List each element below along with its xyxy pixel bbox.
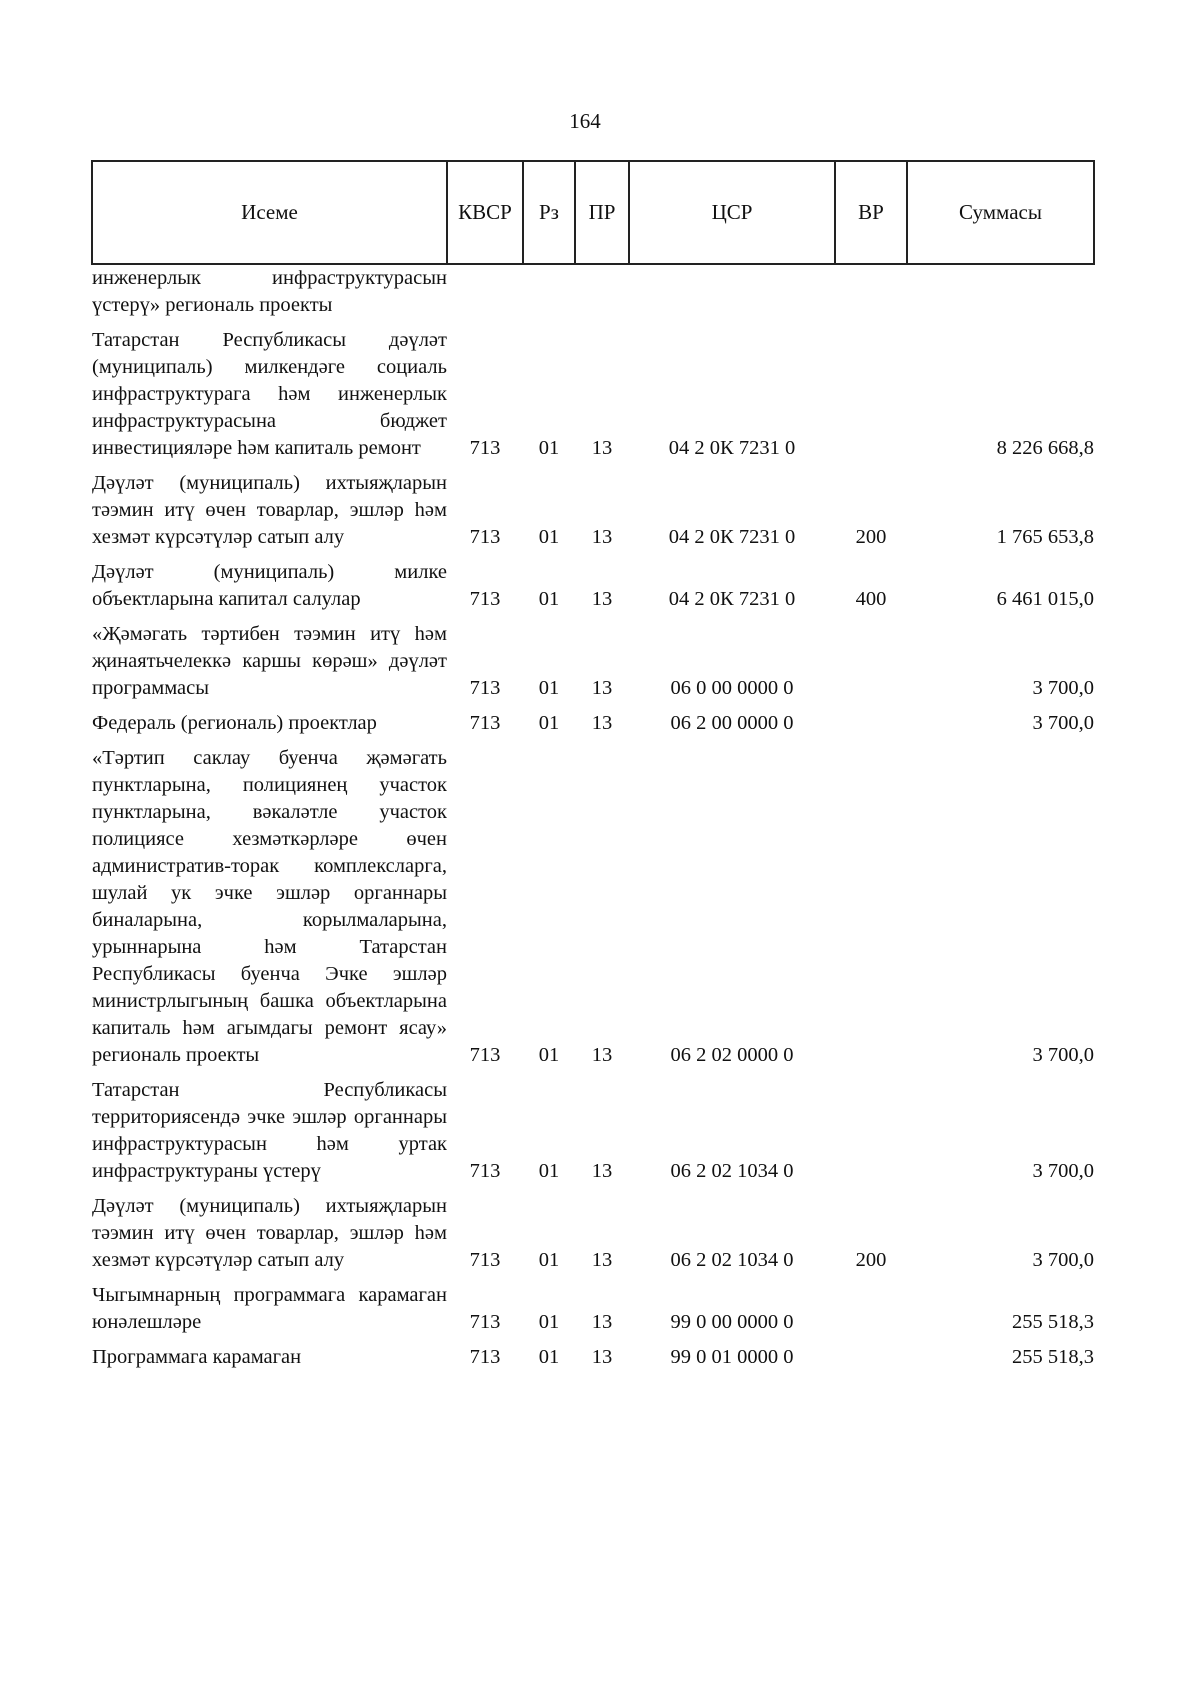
header-vr: ВР: [835, 161, 907, 264]
row-sum: 3 700,0: [1032, 677, 1094, 699]
row-rz: 01: [538, 588, 560, 610]
row-name: Татарстан Республикасы территориясендә эчке эшләр органнары инфраструктурасын һәм уртак инфраструктураны үстерү: [92, 1079, 447, 1182]
table-body: [92, 264, 1094, 1371]
row-rz: 01: [538, 677, 560, 699]
row-csr: 99 0 00 0000 0: [670, 1311, 794, 1333]
row-vr: [835, 1077, 907, 1185]
row-csr: 06 2 00 0000 0: [670, 712, 794, 734]
table-row: [92, 1193, 1094, 1274]
table-row: [92, 264, 1094, 319]
row-name: «Тәртип саклау буенча җәмәгать пунктларына, полициянең участок пунктларына, вәкаләтле участок полициясе хезмәткәрләре өчен административ-торак комплексларга, шулай ук эчке эшләр органнары биналарына, корылмаларына, урыннарына һәм Татарстан Республикасы буенча Эчке эшләр министрлыгының башка объектларына капиталь һәм агымдагы ремонт ясау» региональ проекты: [92, 747, 447, 1066]
row-pr: [575, 264, 629, 319]
row-kvsr: 713: [469, 437, 501, 459]
row-csr: 06 0 00 0000 0: [670, 677, 794, 699]
row-vr: 200: [855, 526, 887, 548]
table-row: [92, 559, 1094, 613]
row-pr: 13: [591, 437, 613, 459]
row-vr: [835, 327, 907, 462]
row-sum: 1 765 653,8: [996, 526, 1094, 548]
row-csr: 06 2 02 1034 0: [670, 1249, 794, 1271]
row-rz: [523, 264, 575, 319]
row-pr: 13: [591, 1311, 613, 1333]
row-pr: 13: [591, 588, 613, 610]
row-kvsr: 713: [469, 1311, 501, 1333]
row-kvsr: [447, 264, 523, 319]
row-name: инженерлык инфраструктурасын үстерү» региональ проекты: [92, 267, 447, 316]
row-vr: [835, 621, 907, 702]
row-name: Дәүләт (муниципаль) милке объектларына капитал салулар: [92, 561, 447, 610]
table-row: [92, 327, 1094, 462]
row-csr: 04 2 0К 7231 0: [668, 588, 796, 610]
row-rz: 01: [538, 1311, 560, 1333]
row-name: Дәүләт (муниципаль) ихтыяҗларын тәэмин итү өчен товарлар, эшләр һәм хезмәт күрсәтүләр сатып алу: [92, 472, 447, 548]
row-sum: 255 518,3: [1012, 1346, 1094, 1368]
table-row: [92, 1344, 1094, 1371]
row-pr: 13: [591, 1160, 613, 1182]
header-sum: Суммасы: [907, 161, 1094, 264]
row-csr: 04 2 0К 7231 0: [668, 526, 796, 548]
table-row: [92, 621, 1094, 702]
row-rz: 01: [538, 437, 560, 459]
row-name: Чыгымнарның программага карамаган юнәлешләре: [92, 1284, 447, 1333]
row-kvsr: 713: [469, 1346, 501, 1368]
row-sum: 3 700,0: [1032, 1044, 1094, 1066]
table-row: [92, 745, 1094, 1069]
row-csr: 99 0 01 0000 0: [670, 1346, 794, 1368]
row-sum: 3 700,0: [1032, 712, 1094, 734]
row-pr: 13: [591, 712, 613, 734]
row-pr: 13: [591, 1044, 613, 1066]
header-kvsr: КВСР: [447, 161, 523, 264]
table-row: [92, 1282, 1094, 1336]
row-sum: 3 700,0: [1032, 1160, 1094, 1182]
row-rz: 01: [538, 1044, 560, 1066]
row-pr: 13: [591, 1346, 613, 1368]
row-rz: 01: [538, 1160, 560, 1182]
row-vr: [835, 264, 907, 319]
header-rz: Рз: [523, 161, 575, 264]
row-name: Дәүләт (муниципаль) ихтыяҗларын тәэмин итү өчен товарлар, эшләр һәм хезмәт күрсәтүләр сатып алу: [92, 1195, 447, 1271]
row-name: «Җәмәгать тәртибен тәэмин итү һәм җинаятьчелеккә каршы көрәш» дәүләт программасы: [92, 623, 447, 699]
table-row: [92, 470, 1094, 551]
row-csr: 06 2 02 0000 0: [670, 1044, 794, 1066]
row-vr: [835, 1344, 907, 1371]
page-number: 164: [569, 109, 601, 133]
row-pr: 13: [591, 1249, 613, 1271]
row-name: Федераль (региональ) проектлар: [92, 712, 377, 734]
row-sum: 8 226 668,8: [996, 437, 1094, 459]
row-rz: 01: [538, 712, 560, 734]
row-sum: 3 700,0: [1032, 1249, 1094, 1271]
header-name: Исеме: [92, 161, 447, 264]
row-vr: [835, 745, 907, 1069]
row-kvsr: 713: [469, 712, 501, 734]
header-pr: ПР: [575, 161, 629, 264]
row-vr: 400: [855, 588, 887, 610]
row-kvsr: 713: [469, 588, 501, 610]
row-csr: [629, 264, 835, 319]
row-kvsr: 713: [469, 1160, 501, 1182]
row-pr: 13: [591, 526, 613, 548]
header-csr: ЦСР: [629, 161, 835, 264]
row-kvsr: 713: [469, 1249, 501, 1271]
row-kvsr: 713: [469, 1044, 501, 1066]
row-pr: 13: [591, 677, 613, 699]
row-rz: 01: [538, 526, 560, 548]
table-row: [92, 1077, 1094, 1185]
row-csr: 04 2 0К 7231 0: [668, 437, 796, 459]
row-csr: 06 2 02 1034 0: [670, 1160, 794, 1182]
table-row: [92, 710, 1094, 737]
row-sum: [907, 264, 1094, 319]
row-vr: [835, 1282, 907, 1336]
row-rz: 01: [538, 1346, 560, 1368]
row-vr: [835, 710, 907, 737]
row-kvsr: 713: [469, 526, 501, 548]
row-kvsr: 713: [469, 677, 501, 699]
row-sum: 6 461 015,0: [996, 588, 1094, 610]
row-name: Татарстан Республикасы дәүләт (муниципаль) милкендәге социаль инфраструктурага һәм инженерлык инфраструктурасына бюджет инвестицияләре һәм капиталь ремонт: [92, 329, 447, 459]
table-header-row: [92, 161, 1094, 264]
row-sum: 255 518,3: [1012, 1311, 1094, 1333]
row-rz: 01: [538, 1249, 560, 1271]
budget-table: [91, 160, 1095, 1371]
row-vr: 200: [855, 1249, 887, 1271]
row-name: Программага карамаган: [92, 1346, 302, 1368]
